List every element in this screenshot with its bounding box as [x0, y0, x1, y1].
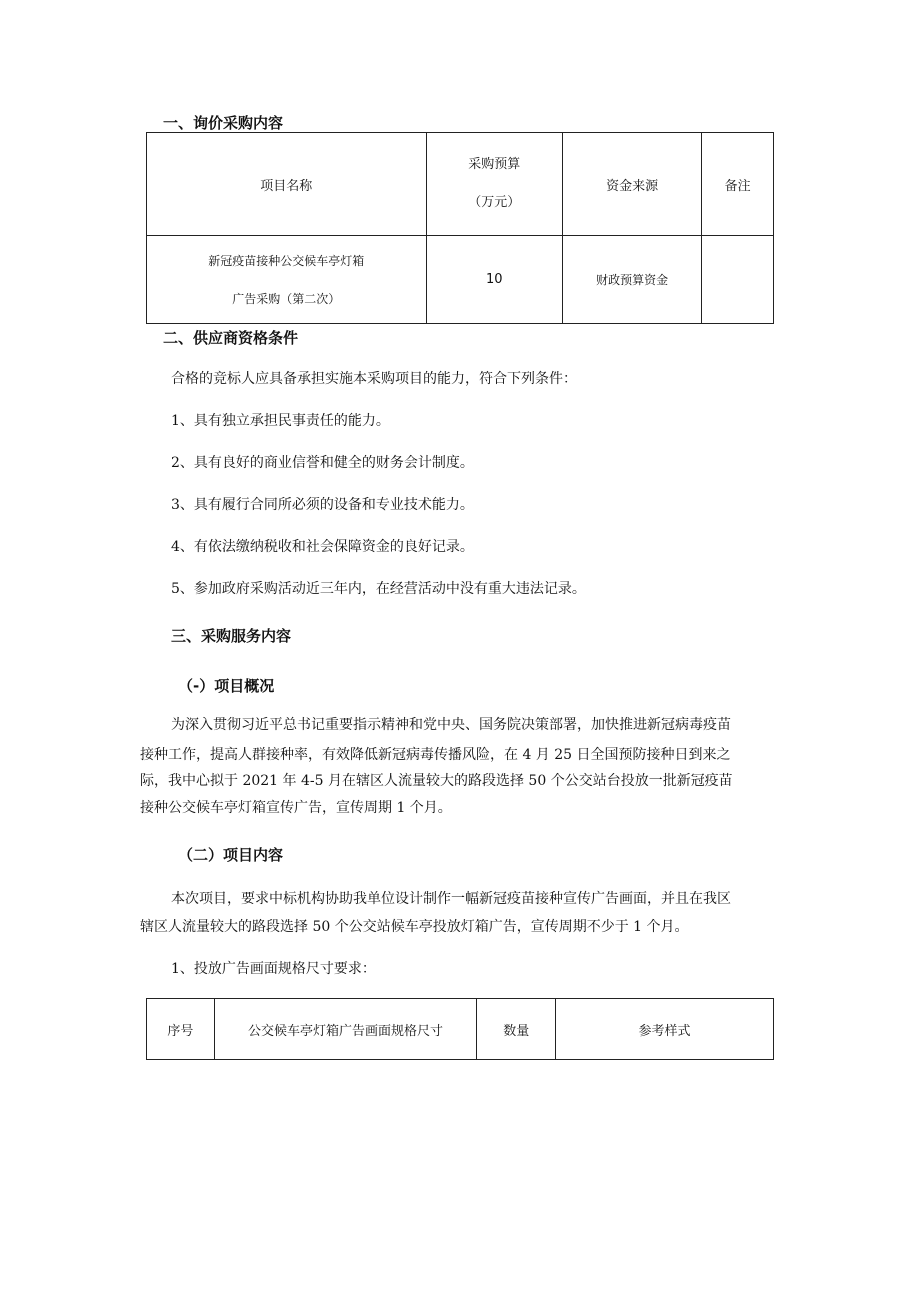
- size-requirement-label: 1、投放广告画面规格尺寸要求：: [171, 961, 376, 977]
- table-header-row: [147, 999, 774, 1060]
- table-header-row: [147, 133, 774, 236]
- header-reference-style: 参考样式: [556, 999, 774, 1060]
- overview-line: 际，我中心拟于 2021 年 4-5 月在辖区人流量较大的路段选择 50 个公交站台投放一批新冠疫苗: [140, 773, 733, 789]
- subsection-overview-title: （-）项目概况: [178, 677, 275, 695]
- overview-line: 为深入贯彻习近平总书记重要指示精神和党中央、国务院决策部署，加快推进新冠病毒疫苗: [171, 717, 731, 733]
- header-budget-line1: 采购预算: [468, 157, 521, 172]
- cell-note: [702, 236, 774, 324]
- cell-project-name-line2: 广告采购（第二次）: [232, 291, 341, 306]
- qualification-item: 3、具有履行合同所必须的设备和专业技术能力。: [171, 497, 474, 513]
- qualification-item: 2、具有良好的商业信誉和健全的财务会计制度。: [171, 455, 474, 471]
- header-index: 序号: [147, 999, 215, 1060]
- header-ad-size: 公交候车亭灯箱广告画面规格尺寸: [214, 999, 477, 1060]
- header-project-name: 项目名称: [147, 133, 427, 236]
- qualification-intro: 合格的竞标人应具备承担实施本采购项目的能力，符合下列条件：: [171, 371, 577, 387]
- section-2-title: 二、供应商资格条件: [163, 329, 299, 347]
- overview-line: 接种工作，提高人群接种率，有效降低新冠病毒传播风险，在 4 月 25 日全国预防接种日到来之: [140, 747, 731, 763]
- section-3-title: 三、采购服务内容: [171, 627, 292, 645]
- qualification-item: 5、参加政府采购活动近三年内，在经营活动中没有重大违法记录。: [171, 581, 586, 597]
- content-line: 本次项目，要求中标机构协助我单位设计制作一幅新冠疫苗接种宣传广告画面，并且在我区: [171, 891, 731, 907]
- section-1-title: 一、询价采购内容: [163, 114, 284, 132]
- cell-project-name-line1: 新冠疫苗接种公交候车亭灯箱: [208, 253, 365, 268]
- header-quantity: 数量: [477, 999, 556, 1060]
- qualification-item: 1、具有独立承担民事责任的能力。: [171, 413, 390, 429]
- cell-fund-source: 财政预算资金: [562, 236, 701, 324]
- procurement-table: [146, 132, 774, 324]
- header-note: 备注: [702, 133, 774, 236]
- header-budget: [426, 133, 562, 236]
- subsection-content-title: （二）项目内容: [178, 846, 284, 864]
- ad-spec-table: [146, 998, 774, 1060]
- content-line: 辖区人流量较大的路段选择 50 个公交站候车亭投放灯箱广告，宣传周期不少于 1 个月。: [140, 919, 689, 935]
- cell-budget: 10: [426, 236, 562, 324]
- cell-project-name: [147, 236, 427, 324]
- table-row: [147, 236, 774, 324]
- header-fund-source: 资金来源: [562, 133, 701, 236]
- header-budget-line2: （万元）: [468, 195, 521, 210]
- qualification-item: 4、有依法缴纳税收和社会保障资金的良好记录。: [171, 539, 474, 555]
- overview-line: 接种公交候车亭灯箱宣传广告，宣传周期 1 个月。: [140, 800, 452, 816]
